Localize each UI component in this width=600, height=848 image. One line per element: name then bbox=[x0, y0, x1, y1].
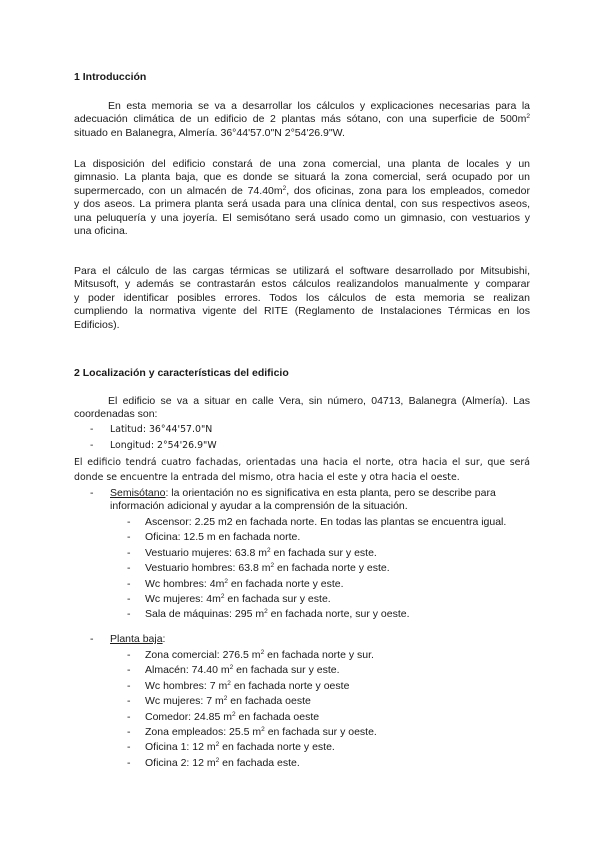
planta-baja-label: Planta baja bbox=[110, 633, 163, 645]
list-item: - Wc hombres: 7 $m^2$ en fachada norte y oeste bbox=[127, 679, 350, 692]
list-item: - Ascensor: 2.25 m2 en fachada norte. En todas las plantas se encuentra igual. bbox=[127, 516, 507, 528]
list-item: - Wc mujeres: $4m^2$ en fachada sur y este. bbox=[127, 593, 331, 605]
text-line: cumpliendo la normativa vigente del RITE (Reglamento de Instalaciones Térmicas en los bbox=[74, 305, 530, 318]
text-line: Mitsusoft, y además se contrastarán estos cálculos realizandolos manualmente y comparar bbox=[74, 278, 530, 291]
facades-paragraph bbox=[74, 455, 530, 486]
text-line: donde se encuentre la entrada del mismo, otra hacia el este y otra hacia el oeste. bbox=[74, 472, 460, 484]
text-line: El edificio tendrá cuatro fachadas, orientadas una hacia el norte, otra hacia el sur, que será bbox=[74, 457, 530, 468]
text-line: situado en Balanegra, Almería. 36°44'57.0"N 2°54'26.9"W. bbox=[74, 126, 345, 139]
text-line: En esta memoria se va a desarrollar los cálculos y explicaciones necesarias para la bbox=[108, 100, 530, 112]
intro-paragraph-1 bbox=[74, 100, 530, 140]
list-item: - Zona comercial: 276.5 $m^2$ en fachada norte y sur. bbox=[127, 649, 374, 661]
coordinate-item: - Latitud: 36°44'57.0"N bbox=[90, 424, 213, 435]
list-item: - Oficina 2: 12 $m^2$ en fachada este. bbox=[127, 756, 300, 769]
text-line: coordenadas son: bbox=[74, 408, 158, 421]
text-line: y dos aseos. La primera planta será usada para una clínica dental, con sus respectivos aseos, bbox=[74, 198, 530, 211]
text-line: adecuación climática de un edificio de 2 plantas más sótano, con una superficie de $500m^2$ bbox=[74, 113, 530, 126]
location-paragraph bbox=[74, 395, 530, 422]
intro-paragraph-2 bbox=[74, 158, 530, 238]
text-line: y poder identificar posibles errores. Todos los cálculos de esta memoria se realizan bbox=[74, 291, 530, 304]
text-line: una oficina. bbox=[74, 225, 128, 238]
semisotano-label: Semisótano bbox=[110, 487, 166, 499]
text-line: La disposición del edificio constará de una zona comercial, una planta de locales y un bbox=[74, 158, 530, 170]
list-item: - Comedor: 24.85 $m^2$ en fachada oeste bbox=[127, 710, 320, 723]
semisotano-desc: información adicional y ayudar a la comprensión de la situación. bbox=[110, 500, 408, 512]
list-item: - Oficina: 12.5 m en fachada norte. bbox=[127, 531, 301, 544]
list-item: - Vestuario mujeres: 63.8 $m^2$ en fachada sur y este. bbox=[127, 546, 377, 559]
list-item: - Wc hombres: $4m^2$ en fachada norte y este. bbox=[127, 577, 344, 590]
list-item: - Zona empleados: 25.5 $m^2$ en fachada sur y oeste. bbox=[127, 726, 377, 738]
text-line: El edificio se va a situar en calle Vera, sin número, 04713, Balanegra (Almería). Las bbox=[108, 395, 530, 407]
list-item: - Almacén: 74.40 $m^2$ en fachada sur y este. bbox=[127, 664, 340, 677]
text-line: Edificios). bbox=[74, 318, 120, 331]
planta-baja-item: - Planta baja: bbox=[90, 633, 166, 645]
text-line: gimnasio. La planta baja, que es donde se situará la zona comercial, será ocupado por un bbox=[74, 171, 530, 184]
semisotano-item: - Semisótano: la orientación no es significativa en esta planta, pero se describe para bbox=[90, 487, 496, 499]
intro-paragraph-3 bbox=[74, 265, 530, 332]
section-1-heading: 1 Introducción bbox=[74, 71, 147, 83]
text-line: supermercado, con un almacén de $74.40m^2$, dos oficinas, zona para los empleados, comedor bbox=[74, 184, 530, 197]
list-item: - Sala de máquinas: 295 $m^2$ en fachada norte, sur y oeste. bbox=[127, 608, 410, 621]
text-line: una peluquería y una joyería. El semisótano será usado como un gimnasio, con vestuarios y bbox=[74, 211, 530, 224]
section-2-heading: 2 Localización y características del edificio bbox=[74, 367, 289, 379]
list-item: - Oficina 1: 12 $m^2$ en fachada norte y este. bbox=[127, 741, 335, 754]
list-item: - Wc mujeres: 7 $m^2$ en fachada oeste bbox=[127, 695, 311, 708]
coordinate-item: - Longitud: 2°54'26.9"W bbox=[90, 440, 217, 451]
list-item: - Vestuario hombres: 63.8 $m^2$ en fachada norte y este. bbox=[127, 562, 390, 575]
text-line: Para el cálculo de las cargas térmicas se utilizará el software desarrollado por Mitsubishi, bbox=[74, 265, 530, 277]
